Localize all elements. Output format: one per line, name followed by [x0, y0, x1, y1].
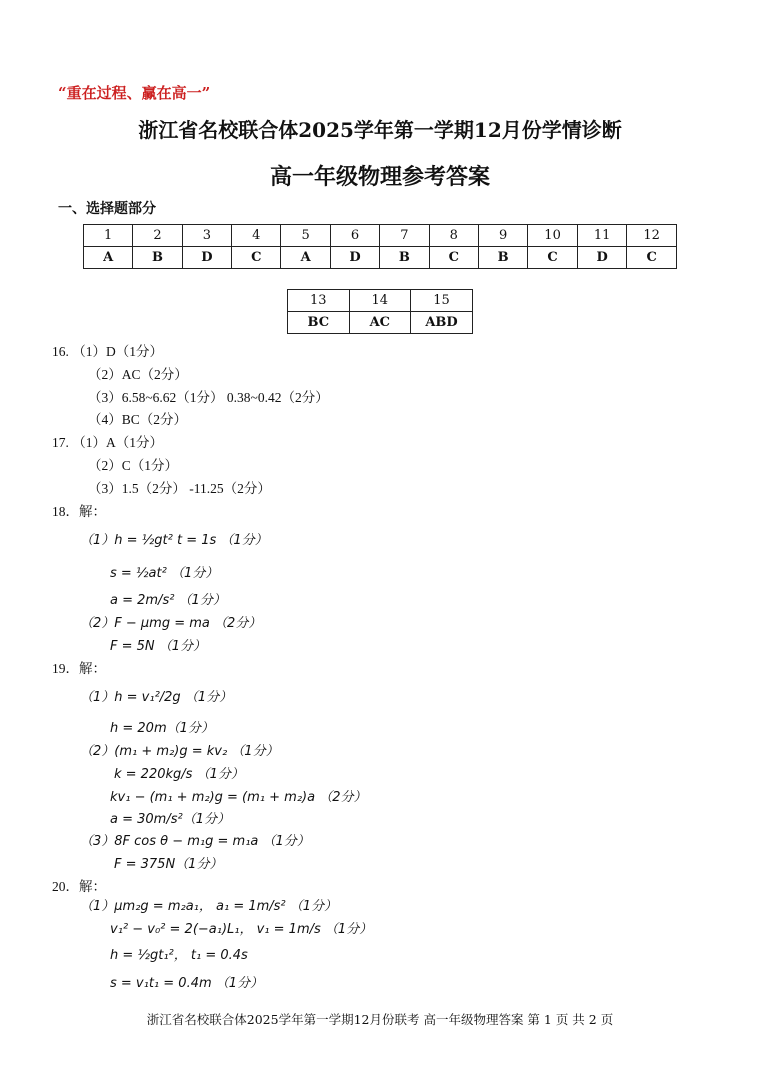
- answer-line: （2）AC（2分）: [88, 367, 188, 382]
- question-number-cell: 15: [411, 290, 473, 312]
- question-number-cell: 3: [182, 225, 231, 247]
- question-number-cell: 5: [281, 225, 330, 247]
- question-number-cell: 2: [133, 225, 182, 247]
- question-number-cell: 8: [429, 225, 478, 247]
- answer-cell: C: [232, 247, 281, 269]
- answer-cell: B: [380, 247, 429, 269]
- answer-cell: D: [577, 247, 627, 269]
- answer-cell: A: [84, 247, 133, 269]
- answer-line: 19．解：: [52, 661, 106, 676]
- question-number-cell: 13: [288, 290, 350, 312]
- answer-line: （1）h = ½gt² t = 1s （1分）: [80, 533, 268, 548]
- answer-cell: B: [133, 247, 182, 269]
- question-number-cell: 9: [478, 225, 527, 247]
- answer-table-2: [287, 289, 473, 334]
- answer-line: （1）μm₂g = m₂a₁， a₁ = 1m/s² （1分）: [80, 899, 338, 914]
- answer-line: （3）8F cos θ − m₁g = m₁a （1分）: [80, 834, 310, 849]
- answer-cell: C: [429, 247, 478, 269]
- question-number-cell: 6: [330, 225, 379, 247]
- answer-line: s = ½at² （1分）: [110, 566, 219, 581]
- answer-table-1-answers: [84, 247, 677, 269]
- answer-line: 16. （1）D（1分）: [52, 344, 163, 359]
- document-title: 浙江省名校联合体2025学年第一学期12月份学情诊断: [138, 118, 622, 142]
- section-title: 一、选择题部分: [58, 201, 156, 217]
- answer-line: h = 20m（1分）: [110, 721, 214, 736]
- answer-line: （4）BC（2分）: [88, 412, 188, 427]
- answer-line: （2）F − μmg = ma （2分）: [80, 616, 262, 631]
- question-number-cell: 1: [84, 225, 133, 247]
- question-number-cell: 10: [528, 225, 578, 247]
- answer-line: （3）6.58~6.62（1分） 0.38~0.42（2分）: [88, 390, 329, 405]
- answer-cell: C: [528, 247, 578, 269]
- answer-table-2-numbers: [288, 290, 473, 312]
- answer-cell: BC: [288, 312, 350, 334]
- answer-table-1-numbers: [84, 225, 677, 247]
- answer-cell: D: [182, 247, 231, 269]
- motto: “重在过程、赢在高一”: [58, 84, 211, 102]
- document-subtitle: 高一年级物理参考答案: [269, 164, 490, 190]
- answer-cell: C: [627, 247, 677, 269]
- answer-cell: A: [281, 247, 330, 269]
- answer-cell: D: [330, 247, 379, 269]
- answer-cell: ABD: [411, 312, 473, 334]
- answer-line: F = 375N（1分）: [114, 857, 223, 872]
- answer-line: （1）h = v₁²/2g （1分）: [80, 690, 233, 705]
- answer-line: 20．解：: [52, 879, 106, 894]
- answer-line: kv₁ − (m₁ + m₂)g = (m₁ + m₂)a （2分）: [110, 790, 367, 805]
- answer-line: F = 5N （1分）: [110, 639, 207, 654]
- question-number-cell: 11: [577, 225, 627, 247]
- question-number-cell: 14: [349, 290, 411, 312]
- answer-line: v₁² − v₀² = 2(−a₁)L₁， v₁ = 1m/s （1分）: [110, 922, 373, 937]
- question-number-cell: 4: [232, 225, 281, 247]
- answer-line: a = 30m/s²（1分）: [110, 812, 230, 827]
- answer-line: s = v₁t₁ = 0.4m （1分）: [110, 976, 264, 991]
- answer-cell: B: [478, 247, 527, 269]
- answer-line: （2）C（1分）: [88, 458, 179, 473]
- answer-line: k = 220kg/s （1分）: [114, 767, 244, 782]
- answer-cell: AC: [349, 312, 411, 334]
- answer-line: a = 2m/s² （1分）: [110, 593, 226, 608]
- question-number-cell: 7: [380, 225, 429, 247]
- answer-line: （2）(m₁ + m₂)g = kv₂ （1分）: [80, 744, 279, 759]
- answer-table-2-answers: [288, 312, 473, 334]
- question-number-cell: 12: [627, 225, 677, 247]
- answer-line: 17. （1）A（1分）: [52, 435, 163, 450]
- answer-line: 18．解：: [52, 504, 106, 519]
- answer-table-1: [83, 224, 677, 269]
- page-footer: 浙江省名校联合体2025学年第一学期12月份联考 高一年级物理答案 第 1 页 共 2 页: [146, 1012, 614, 1027]
- answer-line: （3）1.5（2分） -11.25（2分）: [88, 481, 271, 496]
- answer-line: h = ½gt₁²， t₁ = 0.4s: [110, 948, 248, 963]
